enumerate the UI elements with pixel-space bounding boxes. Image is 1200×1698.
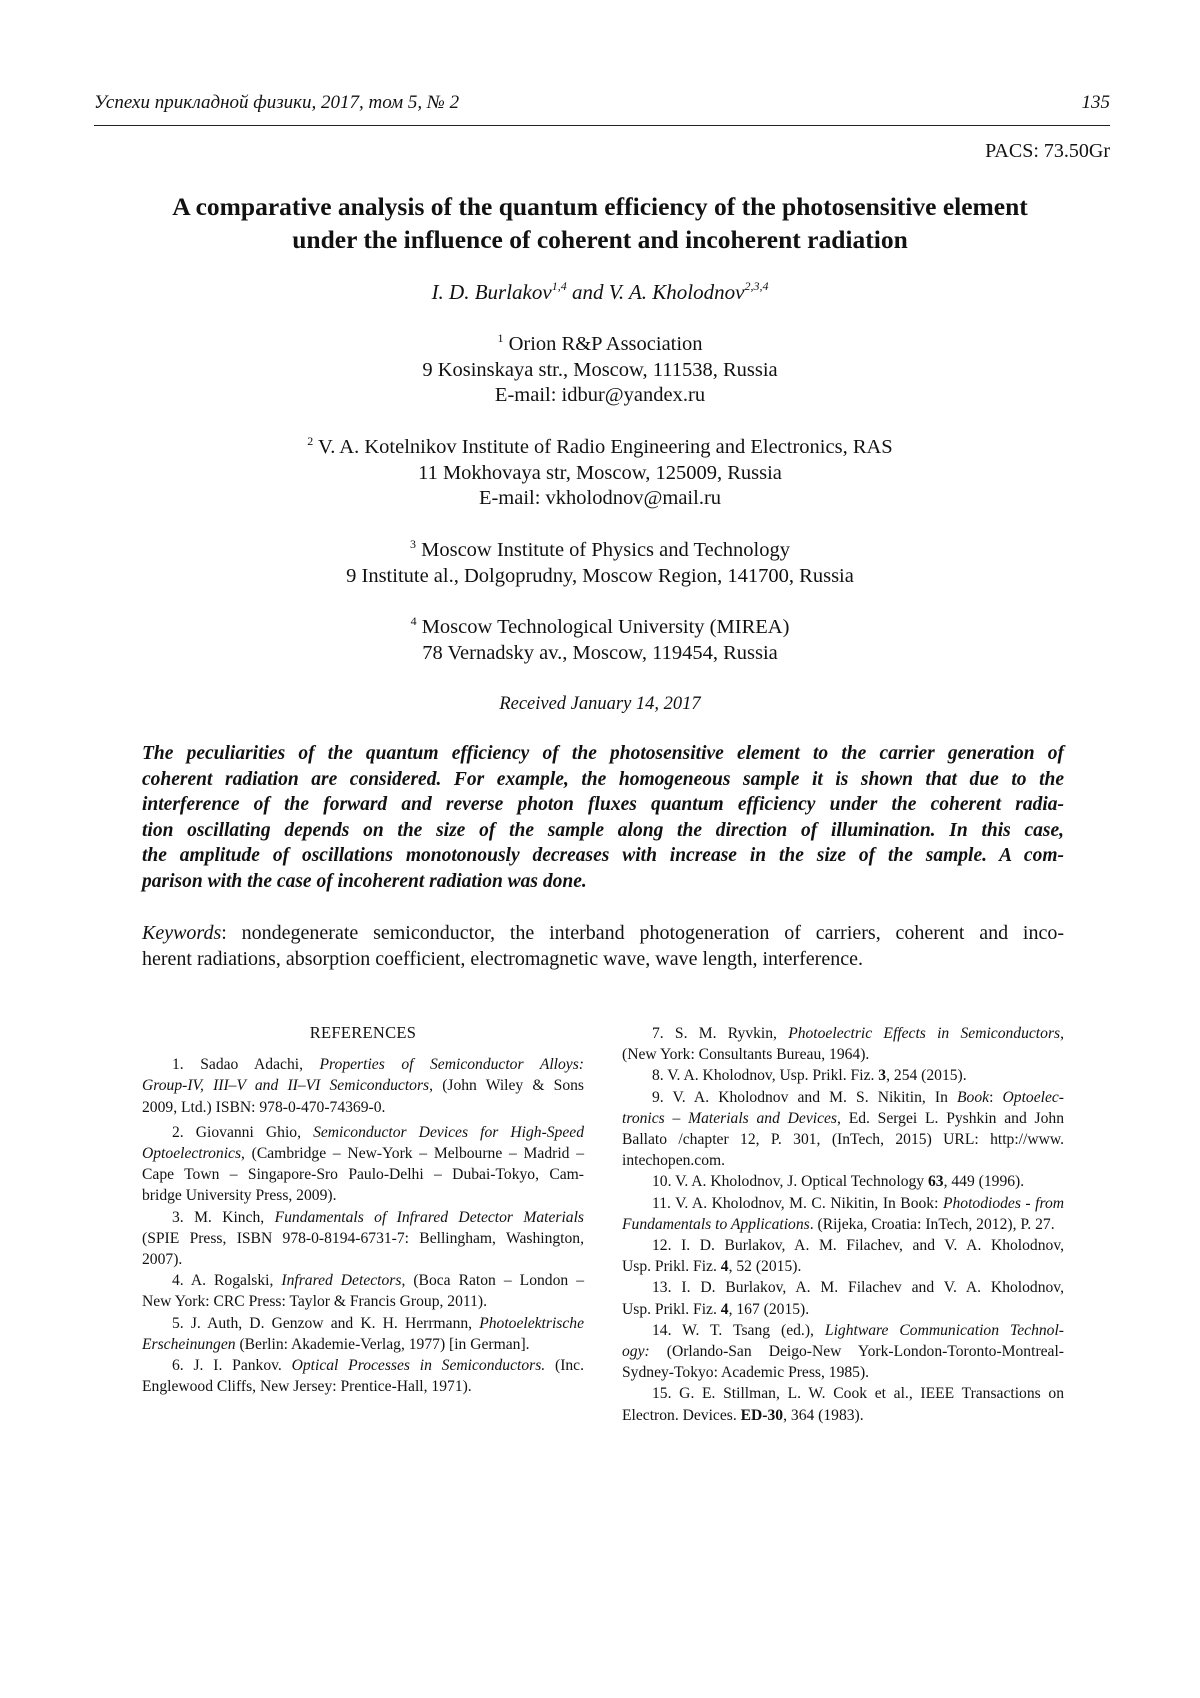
abstract-line: parison with the case of incoherent radiation was done.	[142, 870, 587, 892]
author-1: I. D. Burlakov	[431, 280, 552, 304]
affiliation-3	[0, 538, 1200, 589]
affiliation-1	[0, 332, 1200, 409]
affiliation-name: Moscow Technological University (MIREA)	[421, 616, 790, 638]
journal-title: Успехи прикладной физики, 2017, том 5, № 2	[94, 92, 460, 113]
affiliation-email: E-mail: idbur@yandex.ru	[494, 384, 706, 406]
reference-2: 2. Giovanni Ghio, Semiconductor Devices for High-Speed Optoelectronics, (Cambridge – New-York – Melbourne – Madrid – Cape Town – Singapore-Sro Paulo-Delhi – Dubai-Tokyo, Cam- bridge University Press, 2009).	[142, 1123, 584, 1205]
page-number: 135	[1081, 92, 1110, 113]
abstract-line: the amplitude of oscillations monotonously decreases with increase in the size of the sample. A com-	[142, 845, 1064, 867]
reference-3: 3. M. Kinch, Fundamentals of Infrared Detector Materials (SPIE Press, ISBN 978-0-8194-6731-7: Bellingham, Washington, 2007).	[142, 1208, 584, 1269]
keywords-text: : nondegenerate semiconductor, the interband photogeneration of carriers, coherent and inco-	[221, 922, 1064, 944]
keywords-label: Keywords	[142, 922, 222, 944]
affiliation-address: 11 Mokhovaya str, Moscow, 125009, Russia	[418, 461, 782, 484]
reference-6: 6. J. I. Pankov. Optical Processes in Semiconductors. (Inc. Englewood Cliffs, New Jersey: Prentice-Hall, 1971).	[142, 1357, 585, 1396]
affiliation-name: V. A. Kotelnikov Institute of Radio Engineering and Electronics, RAS	[318, 436, 893, 458]
affiliation-2	[0, 435, 1200, 512]
affiliation-number: 1	[497, 331, 504, 345]
abstract-line: tion oscillating depends on the size of the sample along the direction of illumination. In this case,	[142, 819, 1064, 841]
reference-7: 7. S. M. Ryvkin, Photoelectric Effects in Semiconductors, (New York: Consultants Bureau, 1964).	[622, 1025, 1064, 1064]
reference-4: 4. A. Rogalski, Infrared Detectors, (Boca Raton – London – New York: CRC Press: Taylor & Francis Group, 2011).	[142, 1272, 584, 1311]
affiliation-4	[0, 615, 1200, 666]
abstract-line: coherent radiation are considered. For example, the homogeneous sample it is shown that due to the	[142, 768, 1064, 790]
affiliation-address: 9 Institute al., Dolgoprudny, Moscow Region, 141700, Russia	[346, 564, 854, 587]
keywords-text: herent radiations, absorption coefficient, electromagnetic wave, wave length, interference.	[142, 947, 863, 970]
header-divider	[94, 125, 1110, 126]
keywords	[142, 921, 1064, 972]
reference-5: 5. J. Auth, D. Genzow and K. H. Herrmann, Photoelektrische Erscheinungen (Berlin: Akademie-Verlag, 1977) [in German].	[142, 1314, 584, 1353]
abstract-line: The peculiarities of the quantum efficiency of the photosensitive element to the carrier generation of	[142, 743, 1064, 764]
author-list	[0, 280, 1200, 305]
affiliation-name: Moscow Institute of Physics and Technology	[421, 539, 790, 561]
reference-11: 11. V. A. Kholodnov, M. C. Nikitin, In Book: Photodiodes - from Fundamentals to Applications. (Rijeka, Croatia: InTech, 2012), P. 27.	[622, 1194, 1064, 1233]
author-2: V. A. Kholodnov	[608, 280, 745, 304]
author-2-affiliation: 2,3,4	[744, 279, 769, 293]
affiliation-address: 9 Kosinskaya str., Moscow, 111538, Russia	[422, 358, 778, 381]
reference-8: 8. V. A. Kholodnov, Usp. Prikl. Fiz. 3, 254 (2015).	[652, 1067, 967, 1085]
reference-9: 9. V. A. Kholodnov and M. S. Nikitin, In Book: Optoelec- tronics – Materials and Devices, Ed. Sergei L. Pyshkin and John Ballato /chapter 12, P. 301, (InTech, 2015) URL: http://www. intechopen.com.	[622, 1088, 1064, 1170]
affiliation-address: 78 Vernadsky av., Moscow, 119454, Russia	[422, 641, 778, 664]
title-line-1: A comparative analysis of the quantum efficiency of the photosensitive element	[172, 192, 1028, 221]
abstract	[142, 741, 1064, 895]
references-left-column	[142, 1022, 584, 1397]
reference-13: 13. I. D. Burlakov, A. M. Filachev and V. A. Kholodnov, Usp. Prikl. Fiz. 4, 167 (2015).	[622, 1279, 1064, 1318]
references-heading: REFERENCES	[309, 1023, 417, 1042]
author-conjunction: and	[566, 280, 609, 304]
title-line-2: under the influence of coherent and incoherent radiation	[292, 225, 908, 254]
affiliation-number: 3	[410, 537, 416, 551]
affiliation-name: Orion R&P Association	[508, 333, 703, 355]
pacs-code: PACS: 73.50Gr	[985, 140, 1110, 162]
reference-10: 10. V. A. Kholodnov, J. Optical Technology 63, 449 (1996).	[652, 1173, 1025, 1191]
running-header	[94, 92, 1110, 118]
reference-15: 15. G. E. Stillman, L. W. Cook et al., IEEE Transactions on Electron. Devices. ED-30, 364 (1983).	[622, 1385, 1064, 1424]
received-date: Received January 14, 2017	[499, 694, 701, 714]
paper-title	[100, 190, 1100, 256]
abstract-line: interference of the forward and reverse photon fluxes quantum efficiency under the coherent radia-	[142, 794, 1064, 816]
affiliation-number: 4	[410, 614, 417, 628]
reference-12: 12. I. D. Burlakov, A. M. Filachev, and V. A. Kholodnov, Usp. Prikl. Fiz. 4, 52 (2015).	[622, 1237, 1064, 1276]
affiliation-email: E-mail: vkholodnov@mail.ru	[478, 487, 722, 509]
author-1-affiliation: 1,4	[551, 279, 567, 293]
reference-14: 14. W. T. Tsang (ed.), Lightware Communication Technol- ogy: (Orlando-San Deigo-New York-London-Toronto-Montreal- Sydney-Tokyo: Academic Press, 1985).	[622, 1321, 1064, 1382]
reference-1: 1. Sadao Adachi, Properties of Semiconductor Alloys: Group-IV, III–V and II–VI Semiconductors, (John Wiley & Sons 2009, Ltd.) ISBN: 978-0-470-74369-0.	[142, 1056, 584, 1116]
references-right-column	[622, 1023, 1064, 1426]
affiliation-number: 2	[307, 434, 314, 448]
